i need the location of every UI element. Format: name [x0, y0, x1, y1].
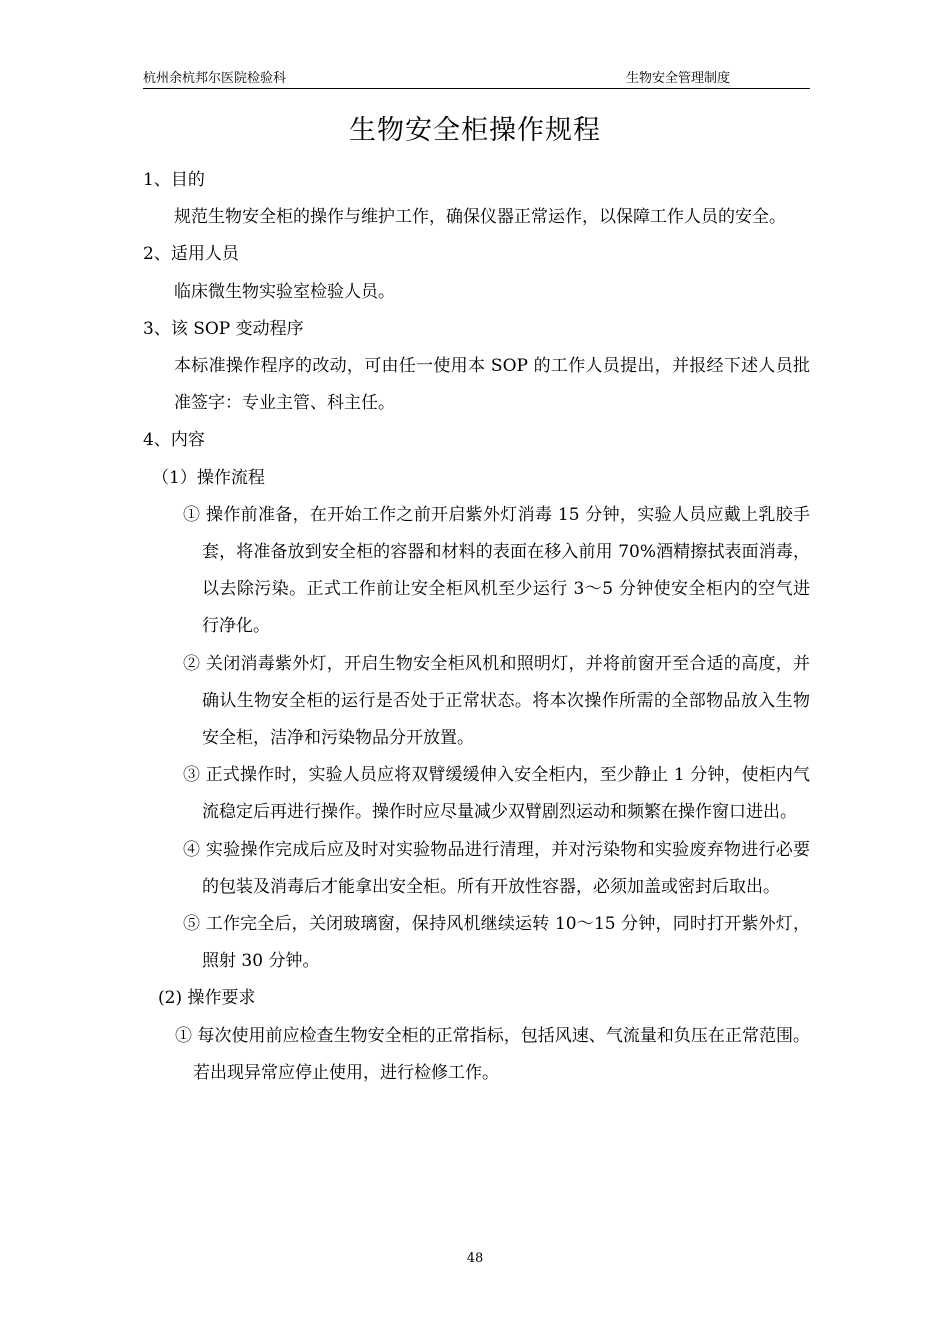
procedure-step-2: ② 关闭消毒紫外灯，开启生物安全柜风机和照明灯，并将前窗开至合适的高度，并确认生物安全柜的运行是否处于正常状态。将本次操作所需的全部物品放入生物安全柜，洁净和污染物品分开放置。 — [183, 653, 810, 749]
header-category: 生物安全管理制度 — [626, 71, 731, 86]
header-department: 杭州余杭邦尔医院检验科 — [143, 71, 287, 86]
section-personnel-body: 临床微生物实验室检验人员。 — [174, 281, 395, 302]
section-content-heading: 4、内容 — [143, 430, 205, 451]
section-sop-change-heading: 3、该 SOP 变动程序 — [143, 318, 304, 339]
section-purpose-body: 规范生物安全柜的操作与维护工作，确保仪器正常运作，以保障工作人员的安全。 — [174, 207, 786, 228]
subsection-requirements-heading: (2) 操作要求 — [158, 988, 256, 1009]
requirement-item-1: ① 每次使用前应检查生物安全柜的正常指标，包括风速、气流量和负压在正常范围。若出现异常应停止使用，进行检修工作。 — [175, 1025, 810, 1083]
procedure-step-3: ③ 正式操作时，实验人员应将双臂缓缓伸入安全柜内，至少静止 1 分钟，使柜内气流稳定后再进行操作。操作时应尽量减少双臂剧烈运动和频繁在操作窗口进出。 — [183, 765, 810, 823]
section-personnel-heading: 2、适用人员 — [143, 244, 239, 265]
procedure-step-1: ① 操作前准备，在开始工作之前开启紫外灯消毒 15 分钟，实验人员应戴上乳胶手套，将准备放到安全柜的容器和材料的表面在移入前用 70%酒精擦拭表面消毒，以去除污染。正式工作前让安全柜风机至少运行 3～5 分钟使安全柜内的空气进行净化。 — [183, 504, 810, 637]
page-number: 48 — [466, 1251, 484, 1266]
section-sop-change-body: 本标准操作程序的改动，可由任一使用本 SOP 的工作人员提出，并报经下述人员批准签字：专业主管、科主任。 — [174, 356, 810, 414]
document-body — [143, 162, 810, 1092]
document-title: 生物安全柜操作规程 — [349, 115, 601, 146]
page-header — [143, 70, 810, 89]
section-purpose-heading: 1、目的 — [143, 170, 205, 190]
subsection-procedure-heading: （1）操作流程 — [152, 467, 265, 488]
procedure-step-5: ⑤ 工作完全后，关闭玻璃窗，保持风机继续运转 10～15 分钟，同时打开紫外灯，照射 30 分钟。 — [183, 914, 810, 972]
procedure-step-4: ④ 实验操作完成后应及时对实验物品进行清理，并对污染物和实验废弃物进行必要的包装及消毒后才能拿出安全柜。所有开放性容器，必须加盖或密封后取出。 — [183, 839, 810, 897]
